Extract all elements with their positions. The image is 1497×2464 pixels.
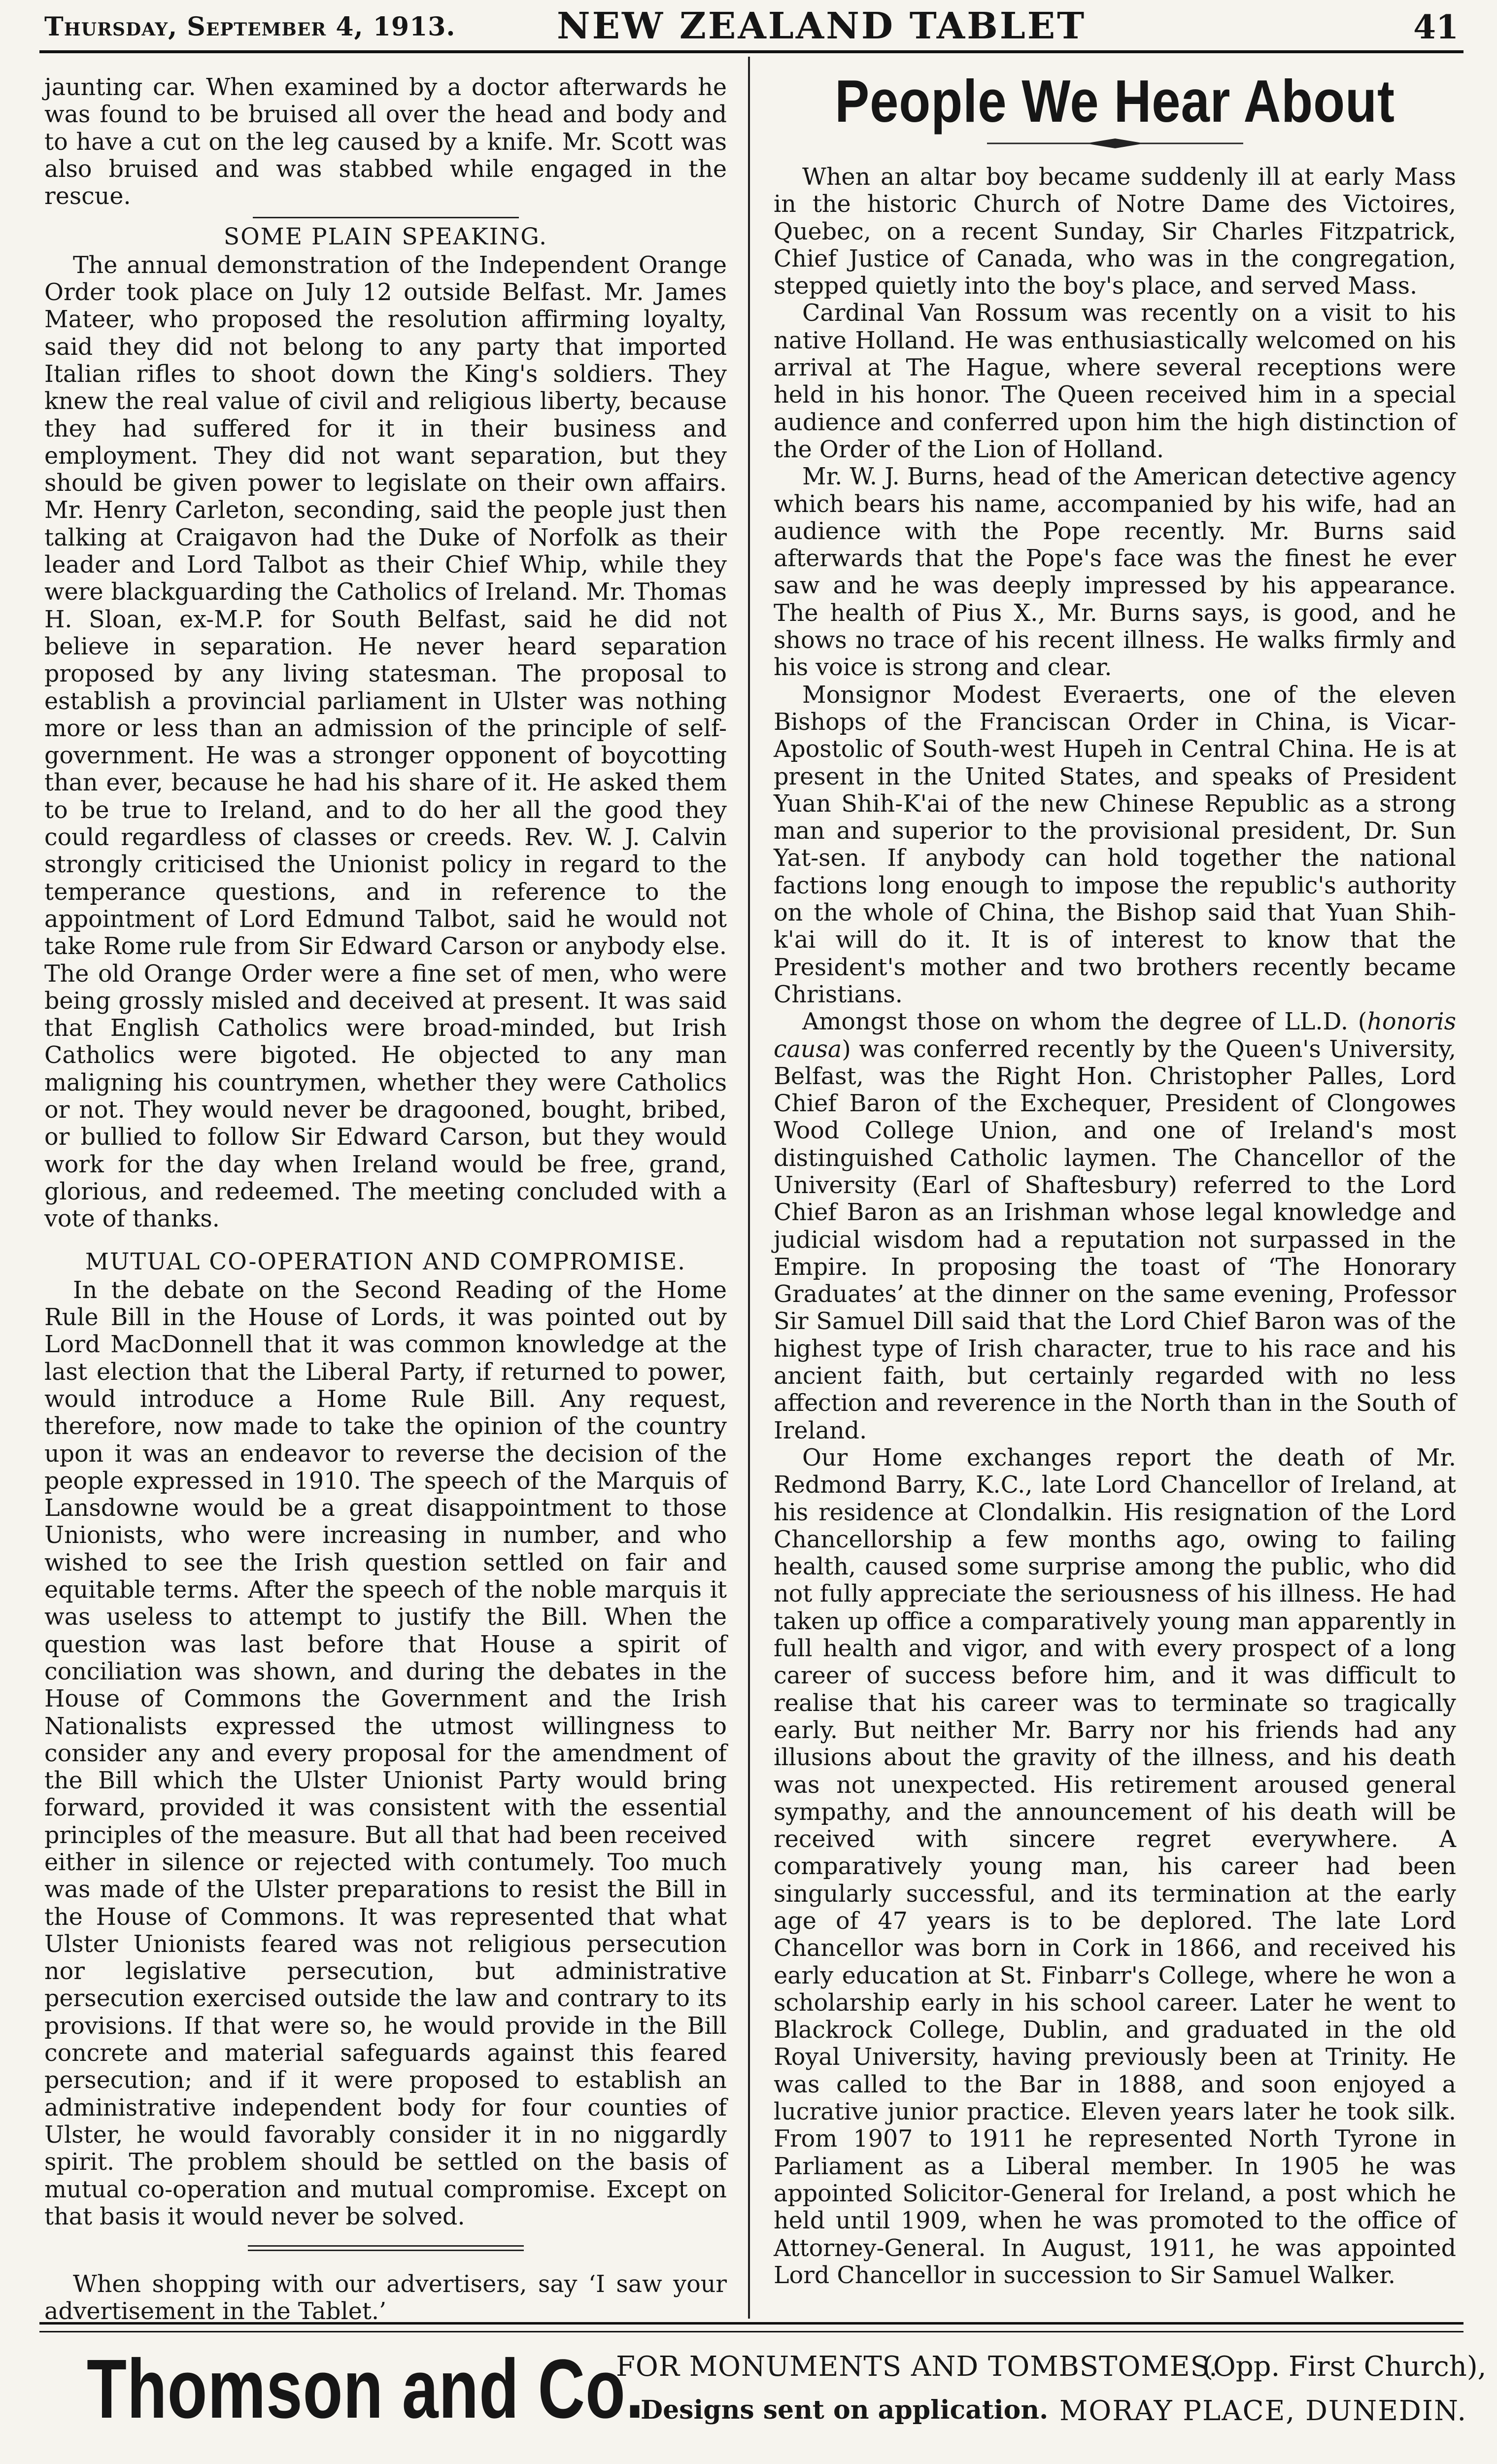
footer-rule: [39, 2322, 1463, 2325]
footer-rule: [39, 2331, 1463, 2332]
advert-line: FOR MONUMENTS AND TOMBSTOMES.: [616, 2351, 1218, 2383]
left-column: [44, 74, 727, 2326]
advert-address: MORAY PLACE, DUNEDIN.: [1059, 2395, 1467, 2427]
article-paragraph: Cardinal Van Rossum was recently on a visit to his native Holland. He was enthusiastically welcomed on his arrival at The Hague, where several receptions were held in his honor. The Queen received him in a special audience and conferred upon him the high distinction of the Order of the Lion of Holland.: [774, 300, 1456, 463]
section-heading-plain-speaking: SOME PLAIN SPEAKING.: [223, 223, 548, 251]
article-paragraph: When an altar boy became suddenly ill at early Mass in the historic Church of Notre Dame des Victoires, Quebec, on a recent Sunday, Sir Charles Fitzpatrick, Chief Justice of Canada, who was in the congregation, stepped quietly into the boy's place, and served Mass.: [774, 164, 1456, 300]
section-double-rule: [248, 2245, 524, 2251]
page-header: [39, 3, 1463, 47]
advertiser-notice: When shopping with our advertisers, say ‘I saw your advertisement in the Tablet.’: [44, 2271, 727, 2326]
section-rule: [253, 217, 519, 218]
article-paragraph: Mr. W. J. Burns, head of the American detective agency which bears his name, accompanied by his wife, had an audience with the Pope recently. Mr. Burns said afterwards that the Pope's face was the finest he ever saw and he was deeply impressed by his appearance. The health of Pius X., Mr. Burns says, is good, and he shows no trace of his recent illness. He walks firmly and his voice is strong and clear.: [774, 463, 1456, 682]
section-heading-mutual-cooperation: MUTUAL CO-OPERATION AND COMPROMISE.: [85, 1248, 686, 1276]
masthead-title: NEW ZEALAND TABLET: [557, 5, 1087, 47]
header-rule: [39, 50, 1463, 53]
article-paragraph: The annual demonstration of the Independent Orange Order took place on July 12 outside Belfast. Mr. James Mateer, who proposed the resolution affirming loyalty, said they did not belong to any party that imported Italian rifles to shoot down the King's soldiers. They knew the real value of civil and religious liberty, because they had suffered for it in their business and employment. They did not want separation, but they should be given power to legislate on their own affairs. Mr. Henry Carleton, seconding, said the people just then talking at Craigavon had the Duke of Norfolk as their leader and Lord Talbot as their Chief Whip, while they were blackguarding the Catholics of Ireland. Mr. Thomas H. Sloan, ex-M.P. for South Belfast, said he did not believe in separation. He never heard separation proposed by any living statesman. The proposal to establish a provincial parliament in Ulster was nothing more or less than an admission of the principle of self-government. He was a stronger opponent of boycotting than ever, because he had his share of it. He asked them to be true to Ireland, and to do her all the good they could regardless of classes or creeds. Rev. W. J. Calvin strongly criticised the Unionist policy in regard to the temperance questions, and in reference to the appointment of Lord Edmund Talbot, said he would not take Rome rule from Sir Edward Carson or anybody else. The old Orange Order were a fine set of men, who were being grossly misled and deceived at present. It was said that English Catholics were broad-minded, but Irish Catholics were bigoted. He objected to any man maligning his countrymen, whether they were Catholics or not. They would never be dragooned, bought, bribed, or bullied to follow Sir Edward Carson, but they would work for the day when Ireland would be free, grand, glorious, and redeemed. The meeting concluded with a vote of thanks.: [44, 251, 727, 1233]
column-divider: [748, 57, 750, 2319]
article-paragraph: In the debate on the Second Reading of the Home Rule Bill in the House of Lords, it was pointed out by Lord MacDonnell that it was common knowledge at the last election that the Liberal Party, if returned to power, would introduce a Home Rule Bill. Any request, therefore, now made to take the opinion of the country upon it was an endeavor to reverse the decision of the people expressed in 1910. The speech of the Marquis of Lansdowne would be a great disappointment to those Unionists, who were increasing in number, and who wished to see the Irish question settled on fair and equitable terms. After the speech of the noble marquis it was useless to attempt to justify the Bill. When the question was last before that House a spirit of conciliation was shown, and during the debates in the House of Commons the Government and the Irish Nationalists expressed the utmost willingness to consider any and every proposal for the amendment of the Bill which the Ulster Unionist Party would bring forward, provided it was consistent with the essential principles of the measure. But all that had been received either in silence or rejected with contumely. Too much was made of the Ulster preparations to resist the Bill in the House of Commons. It was represented that what Ulster Unionists feared was not religious persecution nor legislative persecution, but administrative persecution exercised outside the law and contrary to its provisions. If that were so, he would provide in the Bill concrete and material safeguards against this feared persecution; and if it were proposed to establish an administrative independent body for four counties of Ulster, he would favorably consider it in no niggardly spirit. The problem should be settled on the basis of mutual co-operation and mutual compromise. Except on that basis it would never be solved.: [44, 1276, 727, 2230]
advert-location-note: (Opp. First Church),: [1202, 2351, 1487, 2383]
column-title: People We Hear About: [835, 68, 1395, 135]
continued-paragraph: jaunting car. When examined by a doctor afterwards he was found to be bruised all over the head and body and to have a cut on the leg caused by a knife. Mr. Scott was also bruised and was stabbed while engaged in the rescue.: [44, 74, 727, 210]
page-number: 41: [1413, 8, 1459, 46]
ornament-rule-icon: [987, 136, 1243, 151]
article-paragraph: Monsignor Modest Everaerts, one of the eleven Bishops of the Franciscan Order in China, is Vicar-Apostolic of South-west Hupeh in Central China. He is at present in the United States, and speaks of President Yuan Shih-K'ai of the new Chinese Republic as a strong man and superior to the provisional president, Dr. Sun Yat-sen. If anybody can hold together the national factions long enough to impose the republic's authority on the whole of China, the Bishop said that Yuan Shih-k'ai will do it. It is of interest to know that the President's mother and two brothers recently became Christians.: [774, 681, 1456, 1008]
right-column: [774, 68, 1456, 2289]
article-paragraph: Amongst those on whom the degree of LL.D. (honoris causa) was conferred recently by the Queen's University, Belfast, was the Right Hon. Christopher Palles, Lord Chief Baron of the Exchequer, President of Clongowes Wood College Union, and one of Ireland's most distinguished Catholic laymen. The Chancellor of the University (Earl of Shaftesbury) referred to the Lord Chief Baron as an Irishman whose legal knowledge and judicial wisdom had a reputation not surpassed in the Empire. In proposing the toast of ‘The Honorary Graduates’ at the dinner on the same evening, Professor Sir Samuel Dill said that the Lord Chief Baron was of the highest type of Irish character, true to his race and his ancient faith, but certainly regarded with no less affection and reverence in the North than in the South of Ireland.: [774, 1008, 1456, 1444]
article-paragraph: Our Home exchanges report the death of Mr. Redmond Barry, K.C., late Lord Chancellor of Ireland, at his residence at Clondalkin. His resignation of the Lord Chancellorship a few months ago, owing to failing health, caused some surprise among the public, who did not fully appreciate the seriousness of his illness. He had taken up office a comparatively young man apparently in full health and vigor, and with every prospect of a long career of success before him, and it was difficult to realise that his career was to terminate so tragically early. But neither Mr. Barry nor his friends had any illusions about the gravity of the illness, and his death was not unexpected. His retirement aroused general sympathy, and the announcement of his death will be received with sincere regret everywhere. A comparatively young man, his career had been singularly successful, and its termination at the early age of 47 years is to be deplored. The late Lord Chancellor was born in Cork in 1866, and received his early education at St. Finbarr's College, where he won a scholarship early in his school career. Later he went to Blackrock College, Dublin, and graduated in the old Royal University, having previously been at Trinity. He was called to the Bar in 1888, and soon enjoyed a lucrative junior practice. Eleven years later he took silk. From 1907 to 1911 he represented North Tyrone in Parliament as a Liberal member. In 1905 he was appointed Solicitor-General for Ireland, a post which he held until 1909, when he was promoted to the office of Attorney-General. In August, 1911, he was appointed Lord Chancellor in succession to Sir Samuel Walker.: [774, 1444, 1456, 2289]
advert-line: Designs sent on application.: [641, 2395, 1049, 2425]
advert-company-name: Thomson and Co.: [87, 2342, 645, 2436]
issue-date: Thursday, September 4, 1913.: [44, 12, 456, 42]
